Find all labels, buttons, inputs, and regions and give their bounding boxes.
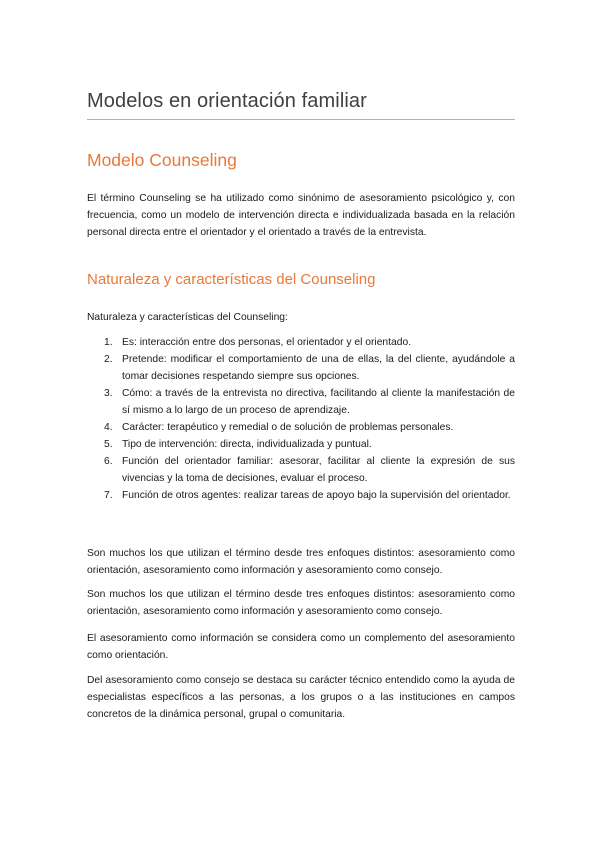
list-number: 5. — [104, 439, 113, 450]
paragraph-1: Son muchos los que utilizan el término desde tres enfoques distintos: asesoramiento como orientación, asesoramiento como información y asesoramiento como consejo. — [87, 548, 515, 576]
list-item-text: Función del orientador familiar: asesorar, facilitar al cliente la expresión de sus vivencias y la toma de decisiones, evaluar el proceso. — [122, 456, 515, 484]
list-number: 7. — [104, 490, 113, 501]
list-item-text: Tipo de intervención: directa, individualizada y puntual. — [122, 439, 372, 450]
list-item — [87, 334, 515, 351]
list-item — [87, 487, 515, 504]
list-item-text: Pretende: modificar el comportamiento de una de ellas, la del cliente, ayudándole a tomar decisiones respetando siempre sus opciones. — [122, 354, 515, 382]
list-number: 3. — [104, 388, 113, 399]
list-item-text: Carácter: terapéutico y remedial o de solución de problemas personales. — [122, 422, 454, 433]
paragraph-2: Son muchos los que utilizan el término desde tres enfoques distintos: asesoramiento como orientación, asesoramiento como información y asesoramiento como consejo. — [87, 589, 515, 617]
section-heading: Modelo Counseling — [87, 150, 237, 170]
characteristics-list — [87, 334, 515, 504]
list-item — [87, 419, 515, 436]
list-item — [87, 385, 515, 419]
intro-paragraph: El término Counseling se ha utilizado como sinónimo de asesoramiento psicológico y, con frecuencia, como un modelo de intervención directa e individualizada basada en la relación personal directa entre el orientador y el orientado a través de la entrevista. — [87, 193, 515, 238]
list-intro: Naturaleza y características del Counseling: — [87, 312, 288, 323]
paragraph-3: El asesoramiento como información se considera como un complemento del asesoramiento como orientación. — [87, 633, 515, 661]
list-number: 1. — [104, 337, 113, 348]
list-number: 4. — [104, 422, 113, 433]
list-item — [87, 453, 515, 487]
document-title: Modelos en orientación familiar — [87, 90, 367, 112]
subsection-heading: Naturaleza y características del Counseling — [87, 271, 376, 288]
list-item-text: Es: interacción entre dos personas, el orientador y el orientado. — [122, 337, 412, 348]
list-item-text: Cómo: a través de la entrevista no directiva, facilitando al cliente la manifestación de sí mismo a lo largo de un proceso de aprendizaje. — [122, 388, 515, 416]
paragraph-4: Del asesoramiento como consejo se destaca su carácter técnico entendido como la ayuda de especialistas específicos a las personas, a los grupos o a las instituciones en campos concretos de la dinámica personal, grupal o comunitaria. — [87, 675, 515, 720]
list-item-text: Función de otros agentes: realizar tareas de apoyo bajo la supervisión del orientador. — [122, 490, 511, 501]
title-underline — [87, 119, 515, 120]
list-number: 6. — [104, 456, 113, 467]
list-number: 2. — [104, 354, 113, 365]
list-item — [87, 351, 515, 385]
list-item — [87, 436, 515, 453]
